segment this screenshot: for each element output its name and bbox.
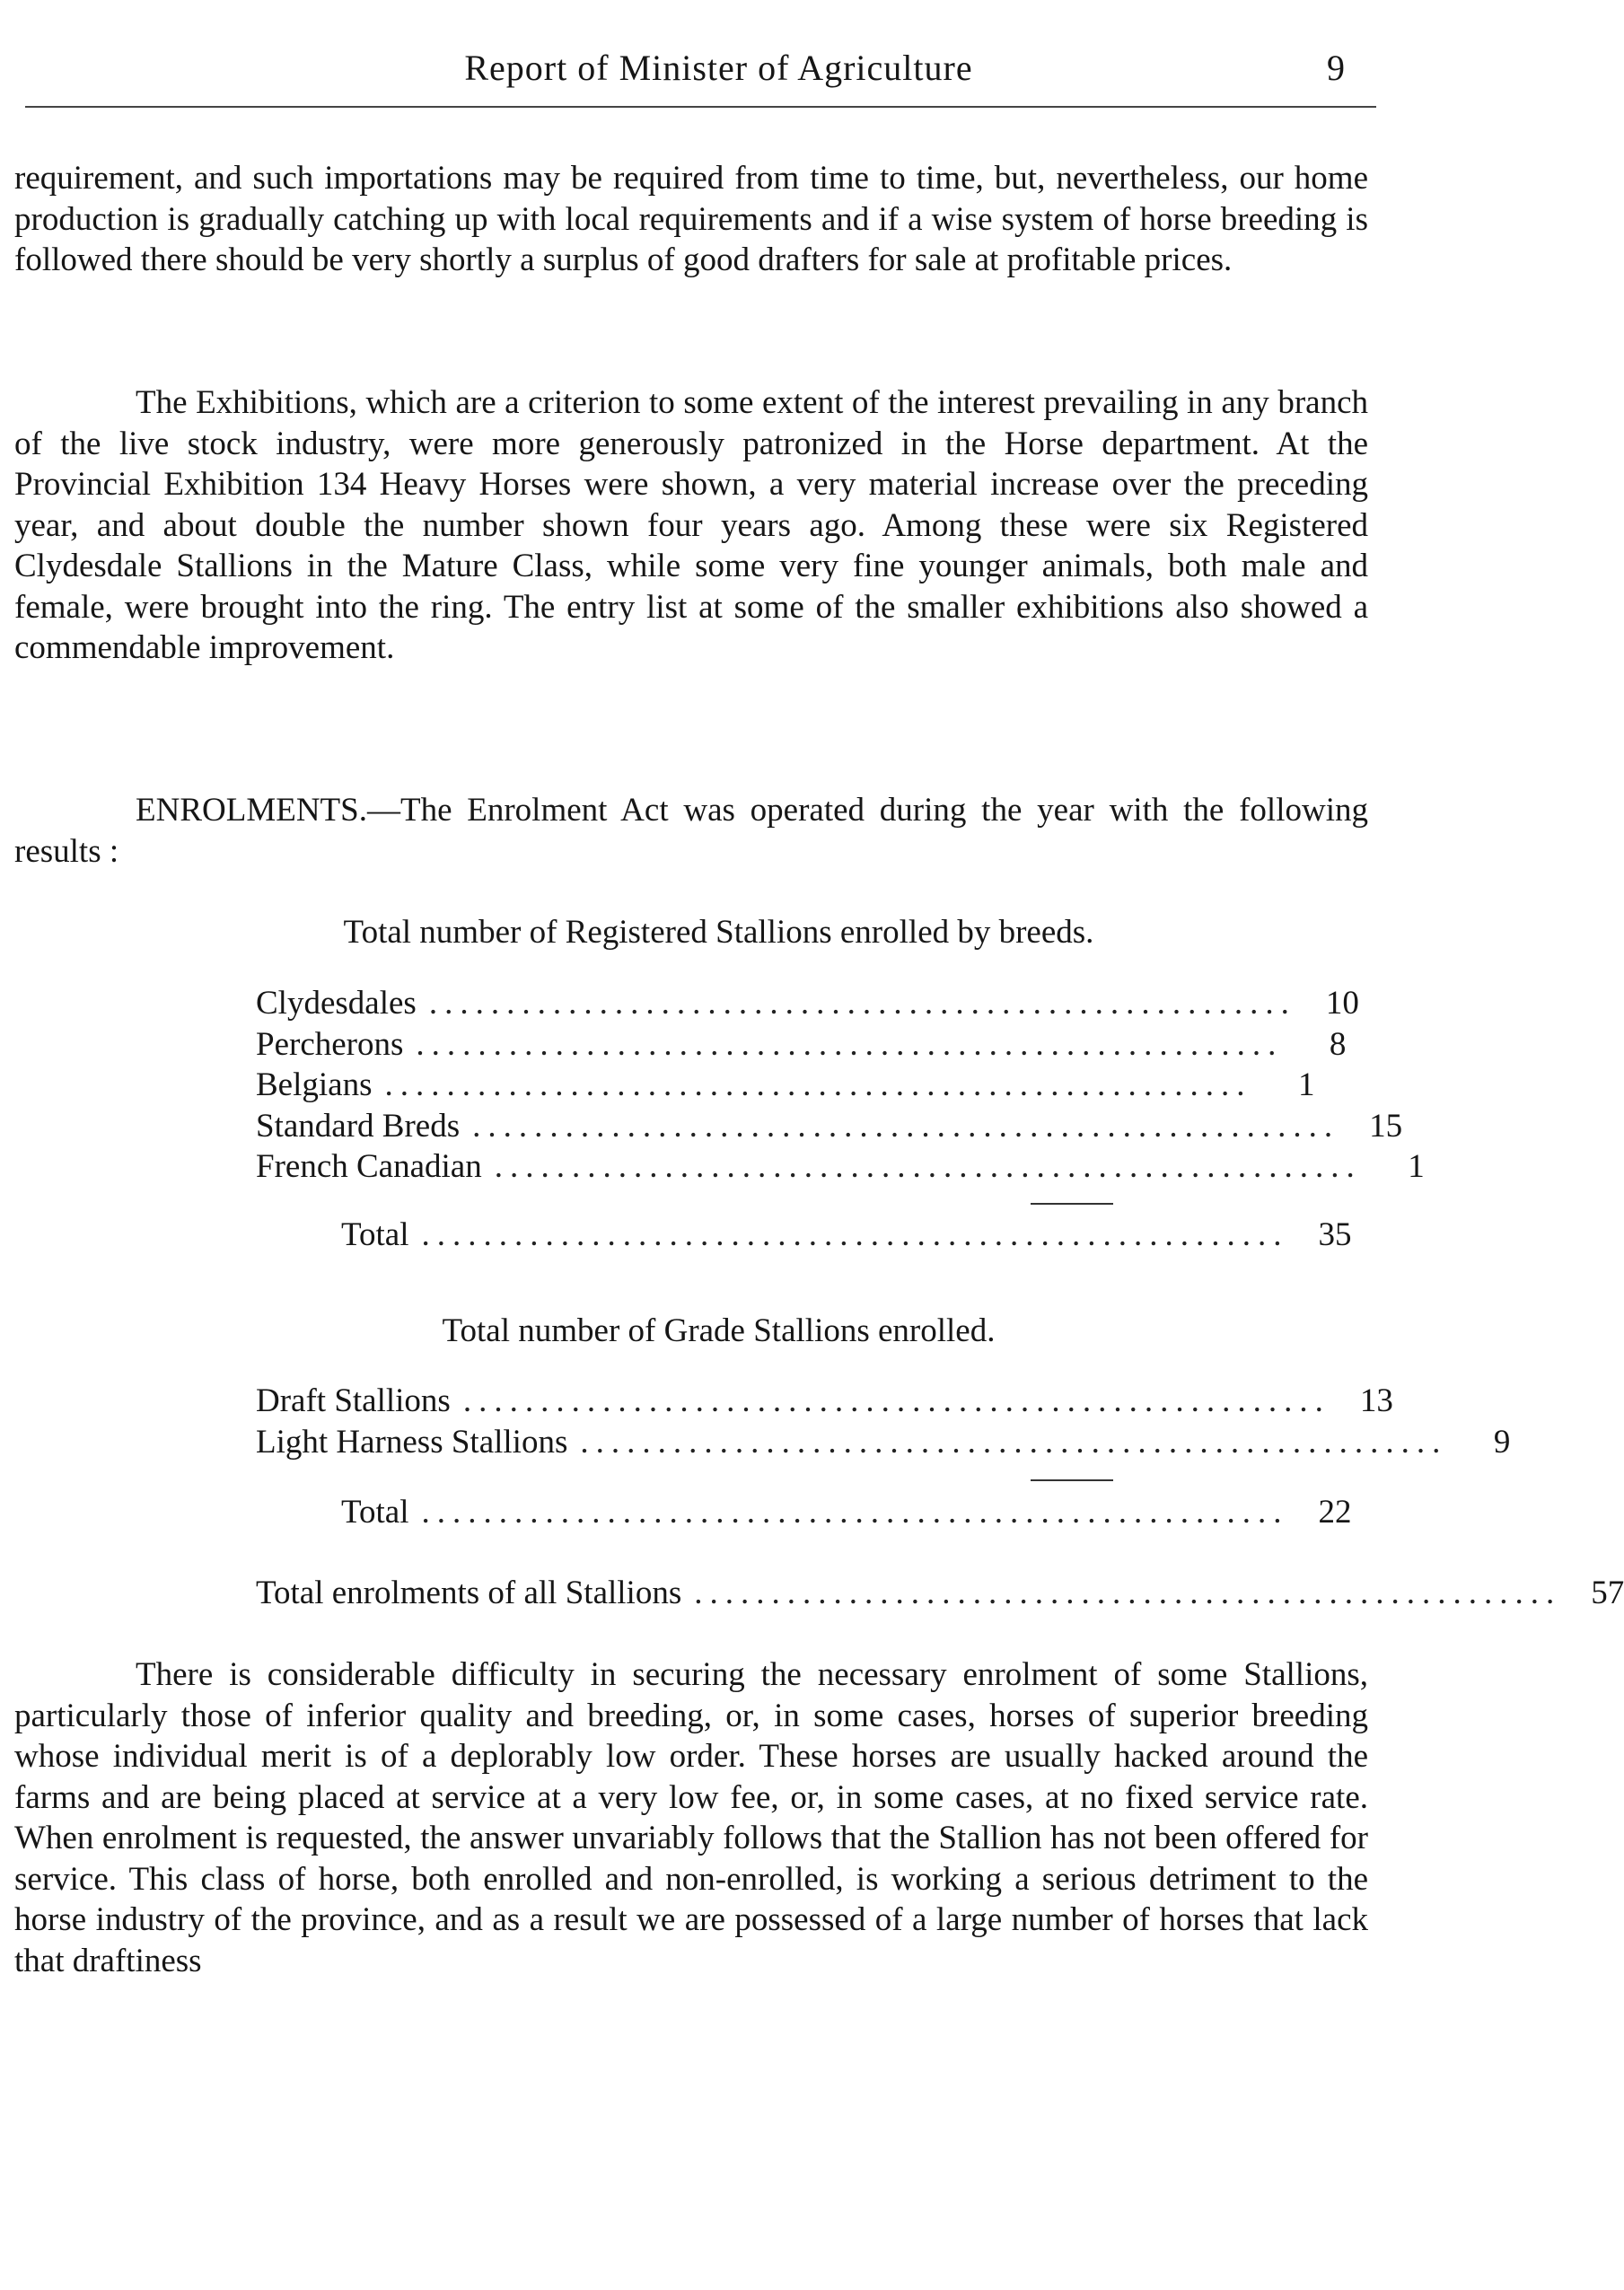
registered-stallions-table	[256, 983, 1425, 1188]
dot-leader: ........................................................	[580, 1423, 1448, 1461]
row-label: Standard Breds	[256, 1107, 461, 1145]
row-value: 1	[1297, 1066, 1315, 1103]
table-row	[256, 1146, 1425, 1188]
grand-total	[256, 1573, 1624, 1614]
table-row	[256, 1381, 1393, 1422]
dot-leader: ........................................................	[416, 1025, 1284, 1063]
row-value: 10	[1325, 985, 1359, 1022]
table-row	[256, 1106, 1403, 1147]
total-label: Total	[341, 1216, 409, 1253]
table-row	[256, 983, 1359, 1024]
dot-leader: ........................................................	[421, 1216, 1289, 1253]
total-value: 22	[1318, 1494, 1352, 1531]
row-label: Light Harness Stallions	[256, 1423, 568, 1461]
dot-leader: ........................................................	[428, 985, 1296, 1022]
page-number: 9	[1327, 48, 1345, 88]
row-value: 8	[1329, 1025, 1347, 1063]
table-row	[256, 1422, 1511, 1463]
row-value: 13	[1359, 1382, 1393, 1419]
row-value: 15	[1369, 1107, 1403, 1145]
running-title: Report of Minister of Agriculture	[464, 48, 973, 88]
total-value: 35	[1318, 1216, 1352, 1253]
running-header	[0, 47, 1437, 101]
dot-leader: ........................................................	[462, 1382, 1330, 1419]
header-rule	[25, 106, 1376, 108]
grand-total-row	[256, 1573, 1624, 1614]
paragraph-enrolments: ENROLMENTS.—The Enrolment Act was operated during the year with the following results :	[14, 792, 1368, 870]
grade-caption: Total number of Grade Stallions enrolled.	[442, 1312, 996, 1349]
row-label: Clydesdales	[256, 985, 417, 1022]
table-row	[256, 1024, 1347, 1066]
grade-total	[256, 1492, 1352, 1533]
row-value: 9	[1493, 1423, 1511, 1461]
row-label: Draft Stallions	[256, 1382, 451, 1419]
registered-caption: Total number of Registered Stallions enrolled by breeds.	[343, 914, 1094, 951]
dot-leader: ........................................................	[384, 1066, 1252, 1103]
paragraph-exhibitions: The Exhibitions, which are a criterion to some extent of the interest prevailing in any branch of the live stock industry, were more generously patronized in the Horse department. At the Provincial Exhibition 134 Heavy Horses were shown, a very material increase over the preceding year, and about double the number shown four years ago. Among these were six Registered Clydesdale Stallions in the Mature Class, while some very fine younger animals, both male and female, were brought into the ring. The entry list at some of the smaller exhibitions also showed a commendable improvement.	[14, 384, 1368, 666]
sum-rule	[1031, 1479, 1113, 1481]
paragraph-difficulty: There is considerable difficulty in securing the necessary enrolment of some Stallions, particularly those of inferior quality and breeding, or, in some cases, horses of superior breeding whose individual merit is of a deplorably low order. These horses are usually hacked around the farms and are being placed at service at a very low fee, or, in some cases, at no fixed service rate. When enrolment is requested, the answer unvariably follows that the Stallion has not been offered for service. This class of horse, both enrolled and non-enrolled, is working a serious detriment to the horse industry of the province, and as a result we are possessed of a large number of horses that lack that draftiness	[14, 1656, 1368, 1979]
paragraph-importations: requirement, and such importations may be required from time to time, but, nevertheless, our home production is gradually catching up with local requirements and if a wise system of horse breeding is followed there should be very shortly a surplus of good drafters for sale at profitable prices.	[14, 160, 1368, 278]
row-label: French Canadian	[256, 1148, 482, 1185]
total-label: Total	[341, 1494, 409, 1531]
grand-total-label: Total enrolments of all Stallions	[256, 1575, 682, 1611]
dot-leader: ........................................................	[472, 1107, 1340, 1145]
total-row	[256, 1215, 1352, 1256]
table-row	[256, 1065, 1315, 1106]
dot-leader: ........................................................	[694, 1575, 1562, 1611]
grand-total-value: 57	[1591, 1575, 1624, 1611]
dot-leader: ........................................................	[421, 1494, 1289, 1531]
row-label: Belgians	[256, 1066, 373, 1103]
dot-leader: ........................................................	[494, 1148, 1362, 1185]
row-value: 1	[1408, 1148, 1425, 1185]
registered-total	[256, 1215, 1352, 1256]
sum-rule	[1031, 1203, 1113, 1205]
row-label: Percherons	[256, 1025, 404, 1063]
total-row	[256, 1492, 1352, 1533]
grade-stallions-table	[256, 1381, 1511, 1462]
